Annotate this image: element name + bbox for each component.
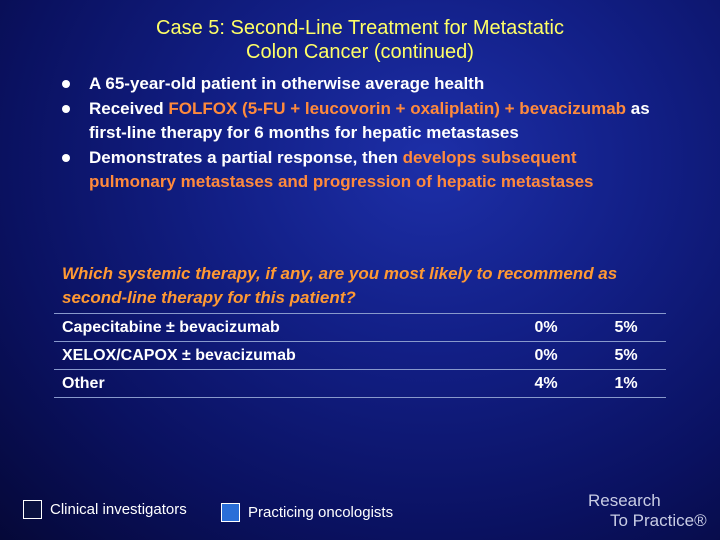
bullet-dot-icon bbox=[62, 80, 70, 88]
clinical-swatch-icon bbox=[23, 500, 42, 519]
survey-question: Which systemic therapy, if any, are you most likely to recommend as second-line therapy for this patient? bbox=[62, 264, 618, 307]
clinical-value: 0% bbox=[506, 314, 586, 342]
table-row bbox=[54, 370, 666, 398]
slide-title-line-1: Case 5: Second-Line Treatment for Metastatic bbox=[156, 17, 564, 39]
legend-clinical bbox=[23, 500, 187, 519]
bullet-text-1: A 65-year-old patient in otherwise average health bbox=[89, 74, 485, 93]
bullet-item-2 bbox=[60, 97, 660, 146]
row-label: XELOX/CAPOX ± bevacizumab bbox=[54, 342, 506, 370]
slide-title-line-2: Colon Cancer (continued) bbox=[246, 41, 474, 63]
row-label: Other bbox=[54, 370, 506, 398]
bullet-text-2-pre: Received bbox=[89, 98, 169, 118]
bullet-list bbox=[60, 72, 660, 195]
practicing-swatch-icon bbox=[221, 503, 240, 522]
bullet-text-2-post: as first-line therapy for 6 months for hepatic metastases bbox=[89, 98, 650, 142]
practicing-value: 1% bbox=[586, 370, 666, 398]
research-to-practice-logo bbox=[588, 491, 707, 531]
bullet-item-3 bbox=[60, 146, 660, 195]
slide-title bbox=[60, 16, 660, 64]
legend-clinical-label: Clinical investigators bbox=[50, 501, 187, 518]
clinical-value: 0% bbox=[506, 342, 586, 370]
legend-practicing bbox=[221, 503, 393, 522]
bullet-dot-icon bbox=[62, 154, 70, 162]
practicing-value: 5% bbox=[586, 314, 666, 342]
bullet-text-3-pre: Demonstrates a partial response, then bbox=[89, 147, 403, 167]
bullet-item-1 bbox=[60, 72, 660, 97]
table-row bbox=[54, 314, 666, 342]
logo-line-1: Research bbox=[588, 491, 661, 510]
practicing-value: 5% bbox=[586, 342, 666, 370]
bullet-text-3-highlight: develops subsequent pulmonary metastases and progression of hepatic metastases bbox=[89, 147, 594, 191]
logo-line-2: To Practice® bbox=[610, 511, 707, 530]
legend-practicing-label: Practicing oncologists bbox=[248, 504, 394, 521]
bullet-dot-icon bbox=[62, 105, 70, 113]
table-row bbox=[54, 342, 666, 370]
clinical-value: 4% bbox=[506, 370, 586, 398]
results-table bbox=[54, 313, 666, 398]
row-label: Capecitabine ± bevacizumab bbox=[54, 314, 506, 342]
bullet-text-2-highlight: FOLFOX (5-FU + leucovorin + oxaliplatin) + bevacizumab bbox=[168, 98, 627, 118]
